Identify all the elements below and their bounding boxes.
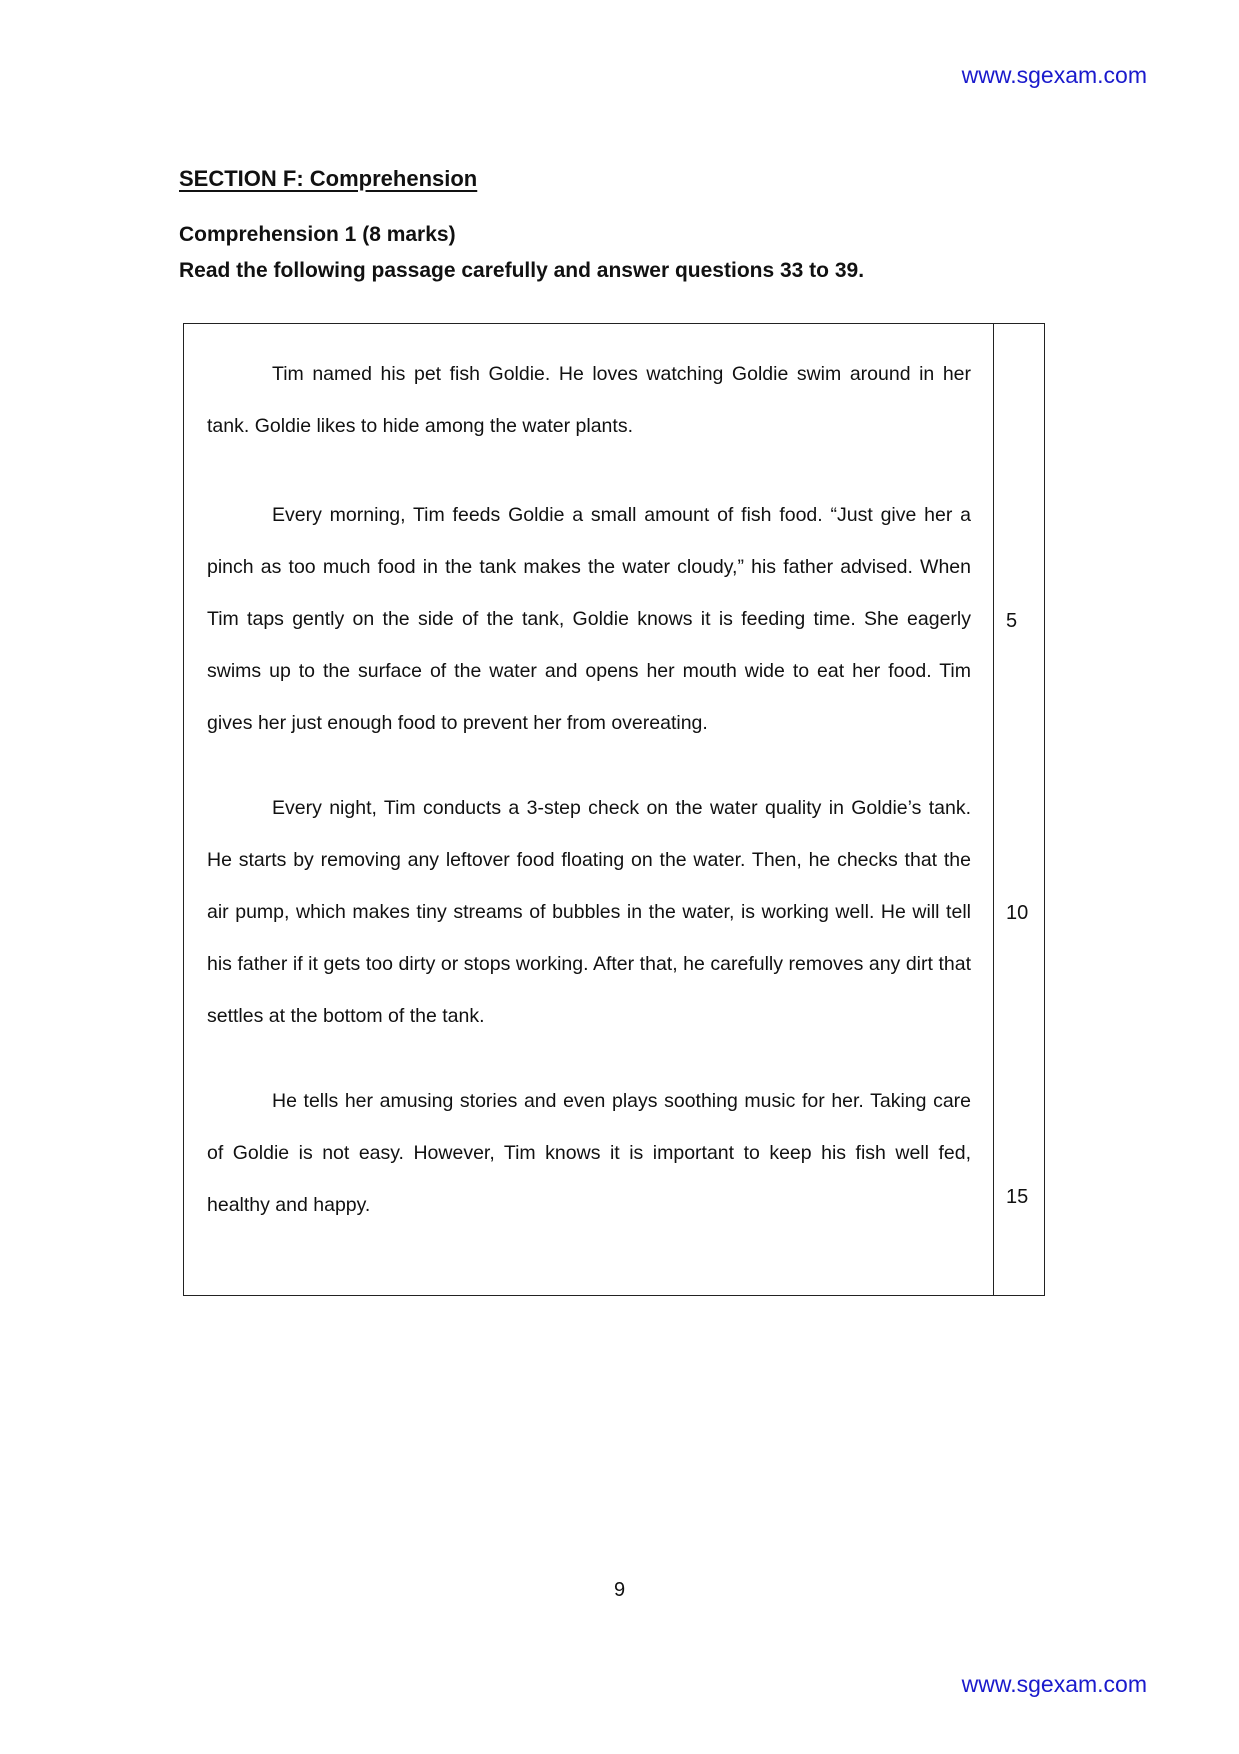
passage-paragraph-3: Every night, Tim conducts a 3-step check on the water quality in Goldie’s tank. He starts by removing any leftover food floating on the water. Then, he checks that the air pump, which makes tiny streams of bubbles in the water, is working well. He will tell his father if it gets too dirty or stops working. After that, he carefully removes any dirt that settles at the bottom of the tank. (207, 797, 971, 1027)
site-link-bottom[interactable]: www.sgexam.com (961, 1671, 1147, 1697)
line-number-column (994, 324, 1044, 1295)
passage-paragraph-4: He tells her amusing stories and even plays soothing music for her. Taking care of Goldie is not easy. However, Tim knows it is important to keep his fish well fed, healthy and happy. (207, 1090, 971, 1216)
passage-paragraph-2: Every morning, Tim feeds Goldie a small amount of fish food. “Just give her a pinch as too much food in the tank makes the water cloudy,” his father advised. When Tim taps gently on the side of the tank, Goldie knows it is feeding time. She eagerly swims up to the surface of the water and opens her mouth wide to eat her food. Tim gives her just enough food to prevent her from overeating. (207, 504, 971, 734)
line-number-15: 15 (1006, 1186, 1029, 1208)
passage-box (183, 323, 1045, 1296)
line-number-10: 10 (1006, 902, 1029, 924)
site-link-top[interactable]: www.sgexam.com (961, 62, 1147, 88)
passage-text (184, 324, 994, 1295)
instructions: Read the following passage carefully and answer questions 33 to 39. (179, 259, 865, 282)
line-number-5: 5 (1006, 610, 1018, 632)
passage-paragraph-1: Tim named his pet fish Goldie. He loves watching Goldie swim around in her tank. Goldie likes to hide among the water plants. (207, 363, 971, 437)
section-title: SECTION F: Comprehension (179, 166, 478, 191)
page-number: 9 (613, 1579, 626, 1601)
comprehension-title: Comprehension 1 (8 marks) (179, 223, 456, 246)
